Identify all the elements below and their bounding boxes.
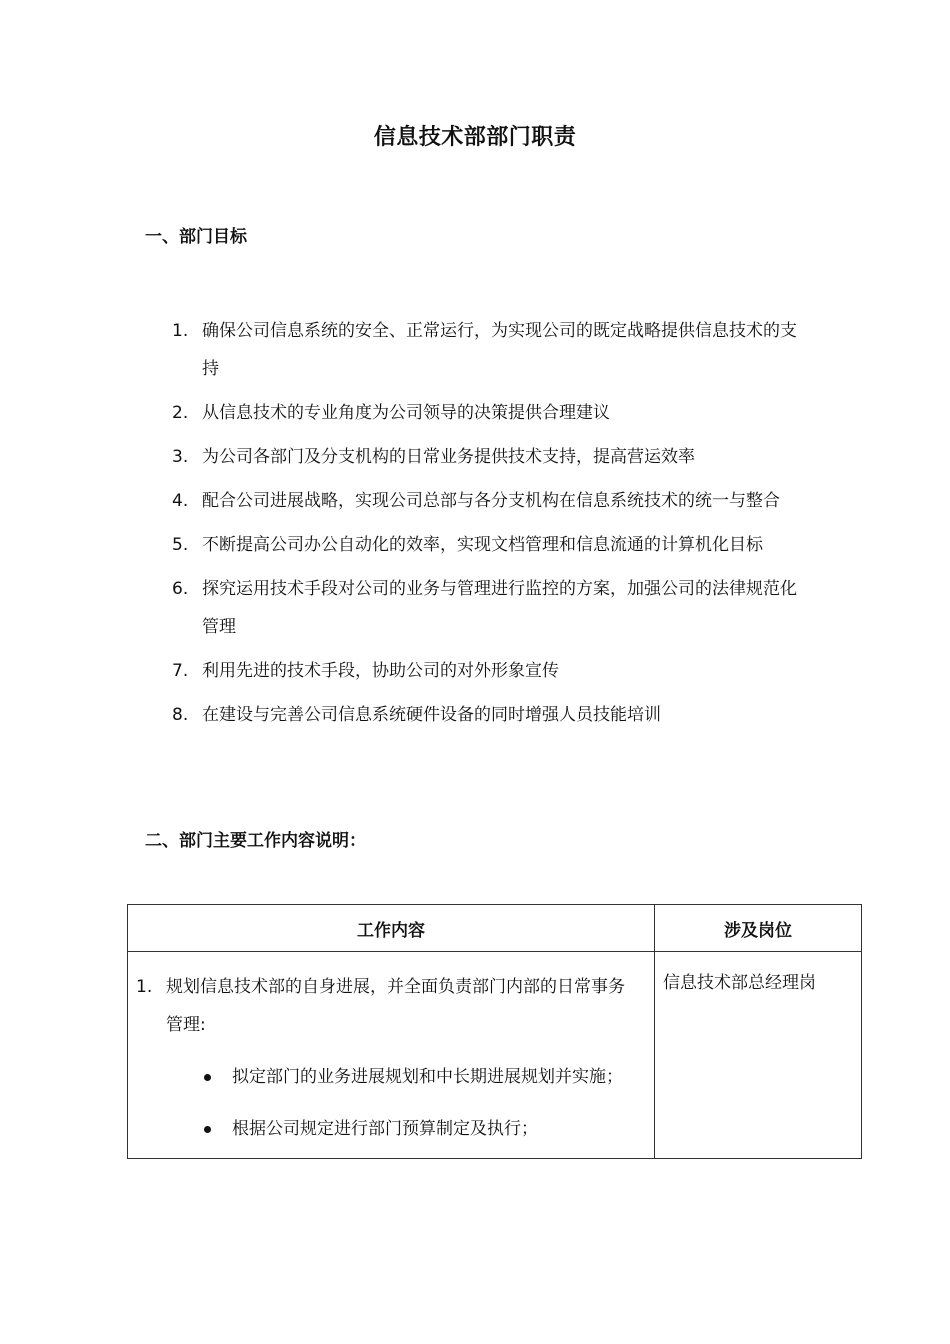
item-text: 不断提高公司办公自动化的效率，实现文档管理和信息流通的计算机化目标 bbox=[202, 535, 763, 555]
sub-list bbox=[136, 1058, 628, 1148]
list-item bbox=[172, 482, 802, 520]
header-work-content: 工作内容 bbox=[128, 905, 655, 952]
page-title: 信息技术部部门职责 bbox=[373, 125, 577, 150]
list-item bbox=[172, 570, 802, 646]
item-text: 利用先进的技术手段，协助公司的对外形象宣传 bbox=[202, 661, 559, 681]
sub-item bbox=[192, 1058, 628, 1096]
item-text: 从信息技术的专业角度为公司领导的决策提供合理建议 bbox=[202, 403, 610, 423]
duty-table bbox=[127, 904, 862, 1159]
bullet-icon bbox=[192, 1110, 232, 1148]
item-number: 1. bbox=[136, 977, 153, 997]
item-number: 4. bbox=[172, 491, 189, 511]
item-number: 7. bbox=[172, 661, 189, 681]
item-text: 探究运用技术手段对公司的业务与管理进行监控的方案，加强公司的法律规范化管理 bbox=[202, 579, 797, 637]
header-post: 涉及岗位 bbox=[655, 905, 862, 952]
table-row bbox=[128, 952, 862, 1159]
section-heading-goals: 一、部门目标 bbox=[145, 227, 247, 247]
goals-list bbox=[172, 312, 802, 740]
item-number: 1. bbox=[172, 321, 189, 341]
item-text: 在建设与完善公司信息系统硬件设备的同时增强人员技能培训 bbox=[202, 705, 661, 725]
item-text: 为公司各部门及分支机构的日常业务提供技术支持，提高营运效率 bbox=[202, 447, 695, 467]
list-item bbox=[172, 652, 802, 690]
item-text: 配合公司进展战略，实现公司总部与各分支机构在信息系统技术的统一与整合 bbox=[202, 491, 780, 511]
item-number: 3. bbox=[172, 447, 189, 467]
item-text: 确保公司信息系统的安全、正常运行，为实现公司的既定战略提供信息技术的支持 bbox=[202, 321, 797, 379]
item-number: 8. bbox=[172, 705, 189, 725]
item-number: 6. bbox=[172, 579, 189, 599]
list-item bbox=[172, 394, 802, 432]
item-text: 规划信息技术部的自身进展，并全面负责部门内部的日常事务管理: bbox=[166, 977, 625, 1035]
post-cell: 信息技术部总经理岗 bbox=[655, 952, 862, 1159]
table-header-row bbox=[128, 905, 862, 952]
bullet-icon bbox=[192, 1058, 232, 1096]
list-item bbox=[172, 696, 802, 734]
sub-item-text: 拟定部门的业务进展规划和中长期进展规划并实施； bbox=[232, 1067, 623, 1087]
item-number: 2. bbox=[172, 403, 189, 423]
list-item bbox=[172, 526, 802, 564]
sub-item bbox=[192, 1110, 628, 1148]
item-number: 5. bbox=[172, 535, 189, 555]
list-item bbox=[172, 312, 802, 388]
work-content-cell bbox=[128, 952, 655, 1159]
section-heading-work: 二、部门主要工作内容说明： bbox=[145, 831, 366, 851]
list-item bbox=[172, 438, 802, 476]
sub-item-text: 根据公司规定进行部门预算制定及执行； bbox=[232, 1119, 538, 1139]
work-item bbox=[136, 968, 628, 1044]
